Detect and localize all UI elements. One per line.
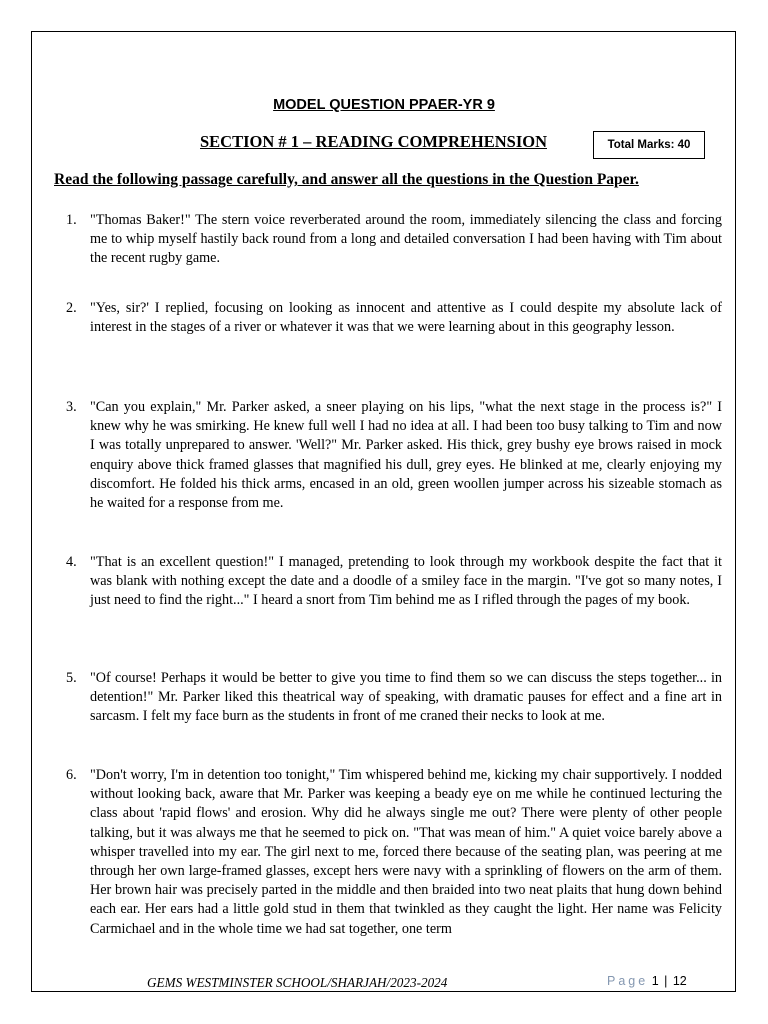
page-separator: |	[664, 974, 668, 988]
paragraph-6	[66, 766, 722, 939]
paragraph-text: "Don't worry, I'm in detention too tonight," Tim whispered behind me, kicking my chair supportively. I nodded without looking back, aware that Mr. Parker was keeping a beady eye on me while he continued lecturing the class about 'rapid flows' and erosion. Why did he always single me out? There were plenty of other people talking, but it was always me that he seemed to pick on. "That was mean of him." A quiet voice barely above a whisper travelled into my ear. The girl next to me, forced there because of the seating plan, was peering at me through her own large-framed glasses, except hers were navy with a sprinkling of flowers on the arm of them. Her brown hair was precisely parted in the middle and then braided into two neat plaits that hung down behind each ear. Her ears had a little gold stud in them that twinkled as they caught the light. Her name was Felicity Carmichael and in the whole time we had sat together, one term	[90, 767, 722, 937]
paragraph-number: 3.	[66, 399, 77, 415]
total-pages: 12	[672, 974, 687, 988]
paragraph-text: "Of course! Perhaps it would be better to give you time to find them so we can discuss the steps together... in detention!" Mr. Parker liked this theatrical way of speaking, with dramatic pauses for effect and a fine art in sarcasm. I felt my face burn as the students in front of me craned their necks to look at me.	[90, 670, 722, 725]
paragraph-5	[66, 669, 722, 727]
page-label: Page	[607, 974, 649, 988]
paragraph-4	[66, 553, 722, 611]
paragraph-text: "Yes, sir?' I replied, focusing on looking as innocent and attentive as I could despite my absolute lack of interest in the stages of a river or whatever it was that we were learning about in this geography lesson.	[90, 300, 722, 336]
paragraph-number: 1.	[66, 212, 77, 228]
instruction-text: Read the following passage carefully, and answer all the questions in the Question Paper.	[54, 171, 639, 188]
paragraph-2	[66, 299, 722, 337]
paper-title: MODEL QUESTION PPAER-YR 9	[273, 97, 495, 113]
section-title: SECTION # 1 – READING COMPREHENSION	[200, 132, 547, 151]
total-marks-box: Total Marks: 40	[593, 131, 705, 159]
footer-school-name: GEMS WESTMINSTER SCHOOL/SHARJAH/2023-2024	[147, 975, 448, 990]
paragraph-number: 5.	[66, 670, 77, 686]
paragraph-number: 6.	[66, 767, 77, 783]
footer-page-number	[607, 974, 687, 988]
paragraph-text: "Thomas Baker!" The stern voice reverberated around the room, immediately silencing the class and forcing me to whip myself hastily back round from a long and detailed conversation I had been having with Tim about the recent rugby game.	[90, 212, 722, 267]
paragraph-1	[66, 211, 722, 269]
paragraph-number: 2.	[66, 300, 77, 316]
paragraph-3	[66, 398, 722, 513]
current-page: 1	[651, 974, 659, 988]
paragraph-text: "That is an excellent question!" I managed, pretending to look through my workbook despite the fact that it was blank with nothing except the date and a doodle of a smiley face in the margin. "I've got so many notes, I just need to find the right..." I heard a snort from Tim behind me as I rifled through the pages of my book.	[90, 554, 722, 609]
paragraph-text: "Can you explain," Mr. Parker asked, a sneer playing on his lips, "what the next stage in the process is?" I knew why he was smirking. He knew full well I had no idea at all. I had been too busy talking to Tim and now I was totally unprepared to answer. 'Well?" Mr. Parker asked. His thick, grey bushy eye brows raised in mock enquiry above thick framed glasses that magnified his dull, grey eyes. He blinked at me, clearly enjoying my discomfort. He folded his thick arms, encased in an old, green woollen jumper across his sizeable stomach as he waited for a response from me.	[90, 399, 722, 512]
paragraph-number: 4.	[66, 554, 77, 570]
